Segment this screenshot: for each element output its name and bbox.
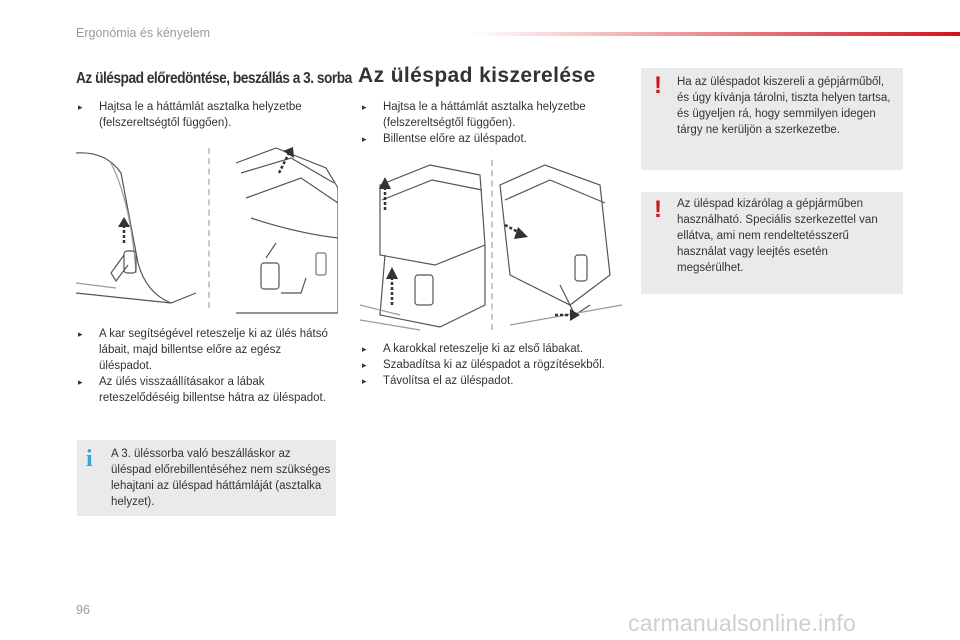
section-title: Ergonómia és kényelem <box>76 26 211 40</box>
bullet-icon: ▸ <box>78 102 83 112</box>
bullet-icon: ▸ <box>362 376 367 386</box>
divider <box>208 148 210 308</box>
list-item: ▸ Billentse előre az üléspadot. <box>362 133 527 145</box>
middle-steps-bottom <box>362 341 624 389</box>
left-steps-bottom <box>78 326 334 406</box>
list-item: ▸ Hajtsa le a háttámlát asztalka helyzetbe (felszereltségtől függően). <box>78 101 302 129</box>
list-item: ▸ A kar segítségével reteszelje ki az ülés hátsó lábait, majd billentse előre az egész üléspadot. <box>78 328 328 372</box>
bullet-icon: ▸ <box>78 377 83 387</box>
warning-icon: ! <box>654 196 662 223</box>
warning-text: Az üléspad kizárólag a gépjárműben használható. Speciális szerkezettel van ellátva, ami nem rendeltetésszerű használat vagy leejtés esetén megsérülhet. <box>677 198 878 274</box>
warning-icon: ! <box>654 72 662 99</box>
left-heading: Az üléspad előredöntése, beszállás a 3. sorba <box>76 70 352 87</box>
bullet-icon: ▸ <box>78 329 83 339</box>
seat-tilt-illustration <box>76 143 338 318</box>
header-accent-line <box>470 32 960 36</box>
bullet-icon: ▸ <box>362 360 367 370</box>
page-number: 96 <box>76 603 90 617</box>
list-item: ▸ Szabadítsa ki az üléspadot a rögzítésekből. <box>362 359 605 371</box>
info-text: A 3. üléssorba való beszálláskor az üléspad előrebillentéséhez nem szükséges lehajtani az üléspad háttámláját (asztalka helyzet). <box>111 448 331 508</box>
info-icon: i <box>86 446 93 472</box>
list-item: ▸ Távolítsa el az üléspadot. <box>362 375 514 387</box>
warning-text: Ha az üléspadot kiszereli a gépjárműből, és úgy kívánja tárolni, tiszta helyen tartsa, és ügyeljen rá, hogy semmilyen idegen tárgy ne kerüljön a szerkezetbe. <box>677 76 891 136</box>
bullet-icon: ▸ <box>362 134 367 144</box>
bullet-icon: ▸ <box>362 344 367 354</box>
watermark: carmanualsonline.info <box>628 610 856 636</box>
list-item: ▸ Hajtsa le a háttámlát asztalka helyzetbe (felszereltségtől függően). <box>362 101 586 129</box>
left-steps-top <box>78 99 330 131</box>
divider <box>491 160 493 330</box>
bullet-icon: ▸ <box>362 102 367 112</box>
middle-steps-top <box>362 99 617 147</box>
list-item: ▸ Az ülés visszaállításakor a lábak reteszelődéséig billentse hátra az üléspadot. <box>78 376 326 404</box>
middle-heading: Az üléspad kiszerelése <box>358 64 596 87</box>
list-item: ▸ A karokkal reteszelje ki az első lábakat. <box>362 343 584 355</box>
